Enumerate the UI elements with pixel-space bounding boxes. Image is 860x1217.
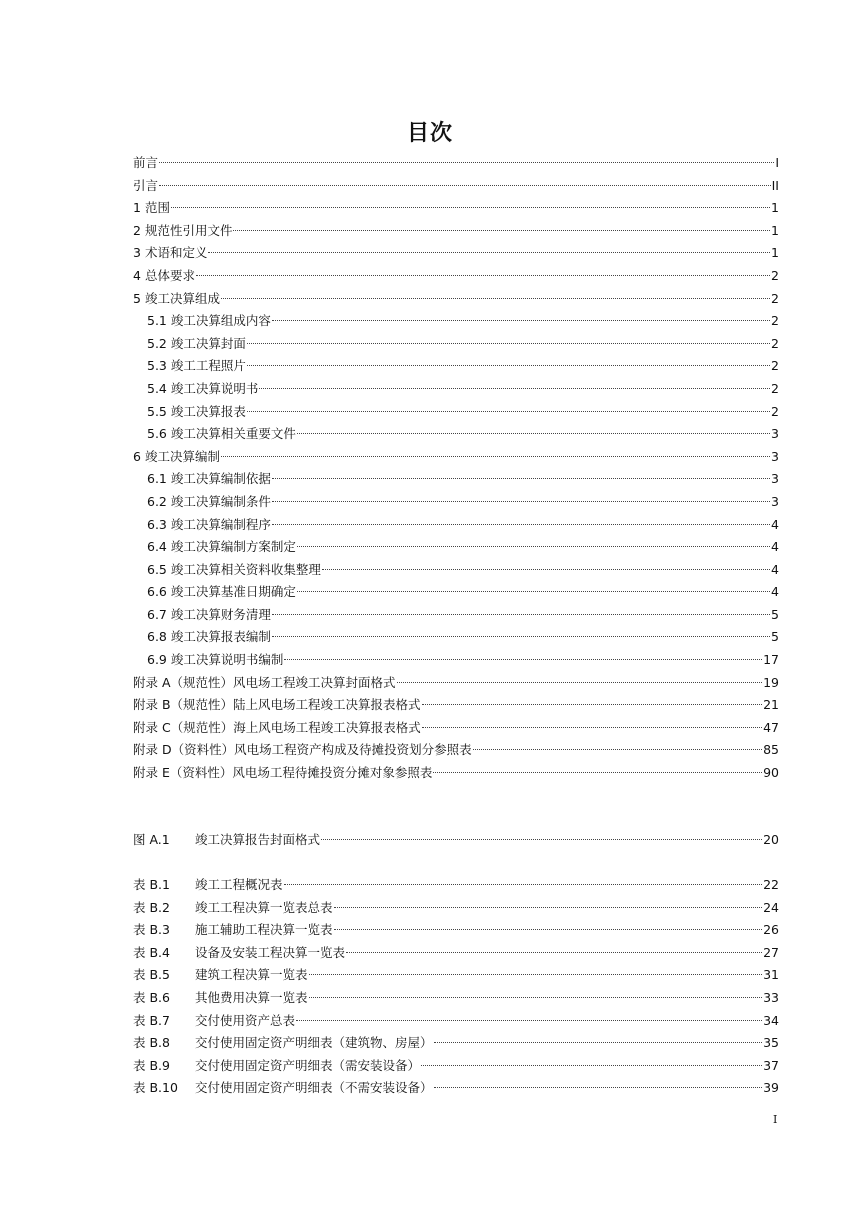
dot-leader xyxy=(473,749,762,750)
table-label: 设备及安装工程决算一览表 xyxy=(195,944,346,960)
table-code: 表 B.10 xyxy=(133,1080,178,1096)
dot-leader xyxy=(322,569,770,570)
toc-entry-text: 竣工决算报表编制 xyxy=(170,629,271,645)
dot-leader xyxy=(284,659,762,660)
toc-entry-label xyxy=(147,333,246,356)
toc-entry-text: 竣工决算相关重要文件 xyxy=(170,426,296,442)
dot-leader xyxy=(422,727,762,728)
toc-entry-page: 1 xyxy=(771,222,779,238)
toc-entry-label xyxy=(147,649,283,672)
table-page: 26 xyxy=(763,922,779,938)
dot-leader xyxy=(434,1042,763,1043)
toc-entry[interactable] xyxy=(133,491,779,514)
toc-entry-number: 6.7 xyxy=(147,606,167,622)
toc-entry-page: 1 xyxy=(771,200,779,216)
toc-entry-page: 2 xyxy=(771,358,779,374)
toc-entry-number: 4 xyxy=(133,267,141,283)
toc-entry-text: 术语和定义 xyxy=(144,245,208,261)
toc-entry[interactable] xyxy=(133,333,779,356)
toc-entry-text: 总体要求 xyxy=(144,267,195,283)
table-entry[interactable] xyxy=(133,987,779,1010)
toc-entry-label xyxy=(147,626,271,649)
figure-list xyxy=(133,829,779,852)
toc-entry-page: 4 xyxy=(771,516,779,532)
toc-entry-number: 5.4 xyxy=(147,380,167,396)
toc-entry[interactable] xyxy=(133,468,779,491)
dot-leader xyxy=(434,1087,763,1088)
toc-entry-page: 2 xyxy=(771,335,779,351)
toc-entry-number: 6.1 xyxy=(147,471,167,487)
dot-leader xyxy=(272,501,770,502)
dot-leader xyxy=(297,591,770,592)
toc-entry-page: I xyxy=(775,155,779,170)
table-page: 34 xyxy=(763,1012,779,1028)
toc-entry[interactable] xyxy=(133,739,779,762)
dot-leader xyxy=(309,974,763,975)
toc-entry-label xyxy=(133,672,396,695)
table-label: 其他费用决算一览表 xyxy=(195,989,308,1005)
dot-leader xyxy=(422,704,763,705)
toc-entry[interactable] xyxy=(133,197,779,220)
dot-leader xyxy=(221,456,770,457)
toc-entry-page: 2 xyxy=(771,403,779,419)
toc-entry[interactable] xyxy=(133,626,779,649)
figure-entry[interactable] xyxy=(133,829,779,852)
toc-entry-number: 2 xyxy=(133,222,141,238)
table-label: 竣工工程概况表 xyxy=(195,877,283,892)
toc-entry-text: 竣工决算封面 xyxy=(170,335,246,351)
toc-entry-page: 5 xyxy=(771,606,779,622)
dot-leader xyxy=(272,524,770,525)
toc-entry-text: 附录 A（规范性）风电场工程竣工决算封面格式 xyxy=(133,674,396,690)
toc-entry[interactable] xyxy=(133,446,779,469)
dot-leader xyxy=(297,546,770,547)
dot-leader xyxy=(272,320,770,321)
toc-entry[interactable] xyxy=(133,604,779,627)
table-page: 24 xyxy=(763,899,779,915)
toc-entry-text: 竣工决算基准日期确定 xyxy=(170,584,296,600)
toc-entry-text: 竣工决算相关资料收集整理 xyxy=(170,561,321,577)
toc-entry[interactable] xyxy=(133,355,779,378)
table-code: 表 B.3 xyxy=(133,922,170,938)
table-page: 27 xyxy=(763,944,779,960)
toc-entry-number: 5.2 xyxy=(147,335,167,351)
toc-entry-text: 范围 xyxy=(144,200,170,216)
table-list xyxy=(133,874,779,1100)
toc-entry-text: 竣工决算报表 xyxy=(170,403,246,419)
table-code: 表 B.6 xyxy=(133,989,170,1005)
toc-entry[interactable] xyxy=(133,423,779,446)
toc-entry[interactable] xyxy=(133,265,779,288)
toc-entry-text: 竣工决算组成 xyxy=(144,290,220,306)
toc-entry-label xyxy=(133,197,170,220)
toc-entry-label xyxy=(147,536,296,559)
toc-entry-page: 1 xyxy=(771,245,779,261)
toc-entry-label xyxy=(147,514,271,537)
dot-leader xyxy=(309,997,763,998)
table-entry[interactable] xyxy=(133,1010,779,1033)
dot-leader xyxy=(346,952,762,953)
toc-entry-text: 竣工决算编制条件 xyxy=(170,493,271,509)
toc-entry-number: 6.3 xyxy=(147,516,167,532)
table-entry[interactable] xyxy=(133,919,779,942)
dot-leader xyxy=(233,230,770,231)
table-page: 22 xyxy=(763,877,779,892)
toc-entry[interactable] xyxy=(133,559,779,582)
toc-entry-page: 3 xyxy=(771,493,779,509)
toc-entry-label xyxy=(133,739,472,762)
toc-entry[interactable] xyxy=(133,378,779,401)
toc-entry-label xyxy=(133,220,232,243)
toc-entry[interactable] xyxy=(133,175,779,198)
toc-entry-text: 附录 D（资料性）风电场工程资产构成及待摊投资划分参照表 xyxy=(133,742,472,758)
toc-entry[interactable] xyxy=(133,401,779,424)
toc-entry[interactable] xyxy=(133,536,779,559)
dot-leader xyxy=(284,884,763,885)
toc-entry-text: 竣工决算编制 xyxy=(144,448,220,464)
toc-entry-page: 90 xyxy=(763,765,779,781)
dot-leader xyxy=(159,162,774,163)
table-label: 交付使用固定资产明细表（建筑物、房屋） xyxy=(195,1035,433,1051)
table-code: 表 B.7 xyxy=(133,1012,170,1028)
toc-entry-text: 规范性引用文件 xyxy=(144,222,233,238)
table-code: 表 B.9 xyxy=(133,1057,170,1073)
dot-leader xyxy=(247,365,770,366)
dot-leader xyxy=(296,1020,762,1021)
table-entry[interactable] xyxy=(133,1032,779,1055)
toc-entry-page: II xyxy=(771,177,779,193)
toc-entry-page: 21 xyxy=(763,697,779,713)
toc-entry-number: 6.8 xyxy=(147,629,167,645)
toc-entry-text: 竣工工程照片 xyxy=(170,358,246,374)
toc-entry-number: 5 xyxy=(133,290,141,306)
toc-entry[interactable] xyxy=(133,694,779,717)
toc-entry-label xyxy=(133,242,207,265)
toc-entry-label xyxy=(147,423,296,446)
table-code: 表 B.8 xyxy=(133,1035,170,1051)
dot-leader xyxy=(247,411,770,412)
toc-entry[interactable] xyxy=(133,672,779,695)
table-label: 交付使用固定资产明细表（不需安装设备） xyxy=(195,1080,433,1096)
table-of-contents xyxy=(133,152,779,785)
toc-entry-page: 2 xyxy=(771,267,779,283)
table-code: 表 B.2 xyxy=(133,899,170,915)
toc-entry[interactable] xyxy=(133,717,779,740)
toc-entry-page: 4 xyxy=(771,539,779,555)
dot-leader xyxy=(171,207,770,208)
toc-entry-number: 6.4 xyxy=(147,539,167,555)
toc-entry[interactable] xyxy=(133,762,779,785)
toc-entry-text: 竣工决算编制程序 xyxy=(170,516,271,532)
table-entry[interactable] xyxy=(133,874,779,897)
toc-entry-label xyxy=(147,378,258,401)
toc-entry-label xyxy=(133,446,220,469)
dot-leader xyxy=(421,1065,762,1066)
toc-entry-number: 6.9 xyxy=(147,652,167,668)
dot-leader xyxy=(397,682,763,683)
figure-page: 20 xyxy=(763,832,779,847)
table-label: 建筑工程决算一览表 xyxy=(195,967,308,983)
toc-entry[interactable] xyxy=(133,220,779,243)
dot-leader xyxy=(272,614,770,615)
toc-entry-page: 2 xyxy=(771,313,779,329)
toc-entry-page: 19 xyxy=(763,674,779,690)
toc-entry-page: 17 xyxy=(763,652,779,668)
dot-leader xyxy=(208,252,770,253)
table-page: 33 xyxy=(763,989,779,1005)
toc-entry-label xyxy=(147,491,271,514)
toc-entry-label xyxy=(133,288,220,311)
toc-entry[interactable] xyxy=(133,242,779,265)
toc-entry-number: 5.6 xyxy=(147,426,167,442)
toc-entry-page: 5 xyxy=(771,629,779,645)
table-page: 31 xyxy=(763,967,779,983)
toc-entry-number: 5.1 xyxy=(147,313,167,329)
dot-leader xyxy=(272,478,770,479)
toc-entry-label xyxy=(147,468,271,491)
toc-entry-label xyxy=(133,265,195,288)
table-entry[interactable] xyxy=(133,897,779,920)
toc-entry-number: 6.2 xyxy=(147,493,167,509)
table-entry[interactable] xyxy=(133,942,779,965)
dot-leader xyxy=(196,275,770,276)
table-page: 37 xyxy=(763,1057,779,1073)
dot-leader xyxy=(159,185,771,186)
page-title: 目次 xyxy=(406,121,453,146)
toc-entry-text: 竣工决算组成内容 xyxy=(170,313,271,329)
toc-entry-page: 2 xyxy=(771,380,779,396)
toc-entry-label xyxy=(133,717,421,740)
dot-leader xyxy=(297,433,770,434)
table-label: 竣工工程决算一览表总表 xyxy=(195,899,333,915)
toc-entry-text: 竣工决算编制方案制定 xyxy=(170,539,296,555)
toc-entry-label xyxy=(133,175,158,198)
toc-entry-number: 3 xyxy=(133,245,141,261)
toc-entry-text: 前言 xyxy=(133,155,159,170)
toc-entry[interactable] xyxy=(133,581,779,604)
toc-entry-text: 竣工决算财务清理 xyxy=(170,606,271,622)
toc-entry-number: 6.5 xyxy=(147,561,167,577)
table-code: 表 B.5 xyxy=(133,967,170,983)
toc-entry-text: 附录 E（资料性）风电场工程待摊投资分摊对象参照表 xyxy=(133,765,433,781)
toc-entry-page: 4 xyxy=(771,584,779,600)
table-page: 35 xyxy=(763,1035,779,1051)
dot-leader xyxy=(221,298,770,299)
page-number: I xyxy=(773,1113,778,1126)
table-label: 交付使用固定资产明细表（需安装设备） xyxy=(195,1057,421,1073)
toc-entry-text: 引言 xyxy=(133,177,159,193)
table-label: 施工辅助工程决算一览表 xyxy=(195,922,333,938)
table-code: 表 B.4 xyxy=(133,944,170,960)
toc-entry[interactable] xyxy=(133,649,779,672)
dot-leader xyxy=(334,929,763,930)
toc-entry-label xyxy=(147,310,271,333)
toc-entry-text: 附录 C（规范性）海上风电场工程竣工决算报表格式 xyxy=(133,719,421,735)
toc-entry-label xyxy=(147,559,321,582)
toc-entry-number: 6 xyxy=(133,448,141,464)
toc-entry-page: 3 xyxy=(771,426,779,442)
toc-entry-page: 47 xyxy=(763,719,779,735)
toc-entry-page: 85 xyxy=(763,742,779,758)
dot-leader xyxy=(334,907,763,908)
toc-entry-page: 3 xyxy=(771,448,779,464)
toc-entry-page: 4 xyxy=(771,561,779,577)
table-code: 表 B.1 xyxy=(133,877,170,892)
toc-entry-label xyxy=(147,581,296,604)
table-entry[interactable] xyxy=(133,1055,779,1078)
table-label: 交付使用资产总表 xyxy=(195,1012,296,1028)
toc-entry-text: 附录 B（规范性）陆上风电场工程竣工决算报表格式 xyxy=(133,697,421,713)
toc-entry[interactable] xyxy=(133,310,779,333)
toc-entry-text: 竣工决算编制依据 xyxy=(170,471,271,487)
table-entry[interactable] xyxy=(133,964,779,987)
toc-entry-label xyxy=(133,152,158,175)
toc-entry[interactable] xyxy=(133,288,779,311)
toc-entry-text: 竣工决算说明书编制 xyxy=(170,652,284,668)
toc-entry[interactable] xyxy=(133,152,779,175)
table-entry[interactable] xyxy=(133,1077,779,1100)
toc-entry-number: 1 xyxy=(133,200,141,216)
dot-leader xyxy=(272,636,770,637)
dot-leader xyxy=(433,772,762,773)
dot-leader xyxy=(321,839,762,840)
toc-entry-label xyxy=(133,694,421,717)
table-page: 39 xyxy=(763,1080,779,1096)
toc-entry-label xyxy=(147,355,246,378)
toc-entry-page: 2 xyxy=(771,290,779,306)
dot-leader xyxy=(259,388,770,389)
toc-entry-number: 6.6 xyxy=(147,584,167,600)
dot-leader xyxy=(247,343,770,344)
figure-code: 图 A.1 xyxy=(133,832,170,847)
figure-label: 竣工决算报告封面格式 xyxy=(195,832,321,847)
toc-entry[interactable] xyxy=(133,514,779,537)
toc-entry-text: 竣工决算说明书 xyxy=(170,380,259,396)
toc-entry-label xyxy=(147,401,246,424)
toc-entry-label xyxy=(147,604,271,627)
toc-entry-page: 3 xyxy=(771,471,779,487)
toc-entry-number: 5.5 xyxy=(147,403,167,419)
toc-entry-number: 5.3 xyxy=(147,358,167,374)
toc-entry-label xyxy=(133,762,432,785)
